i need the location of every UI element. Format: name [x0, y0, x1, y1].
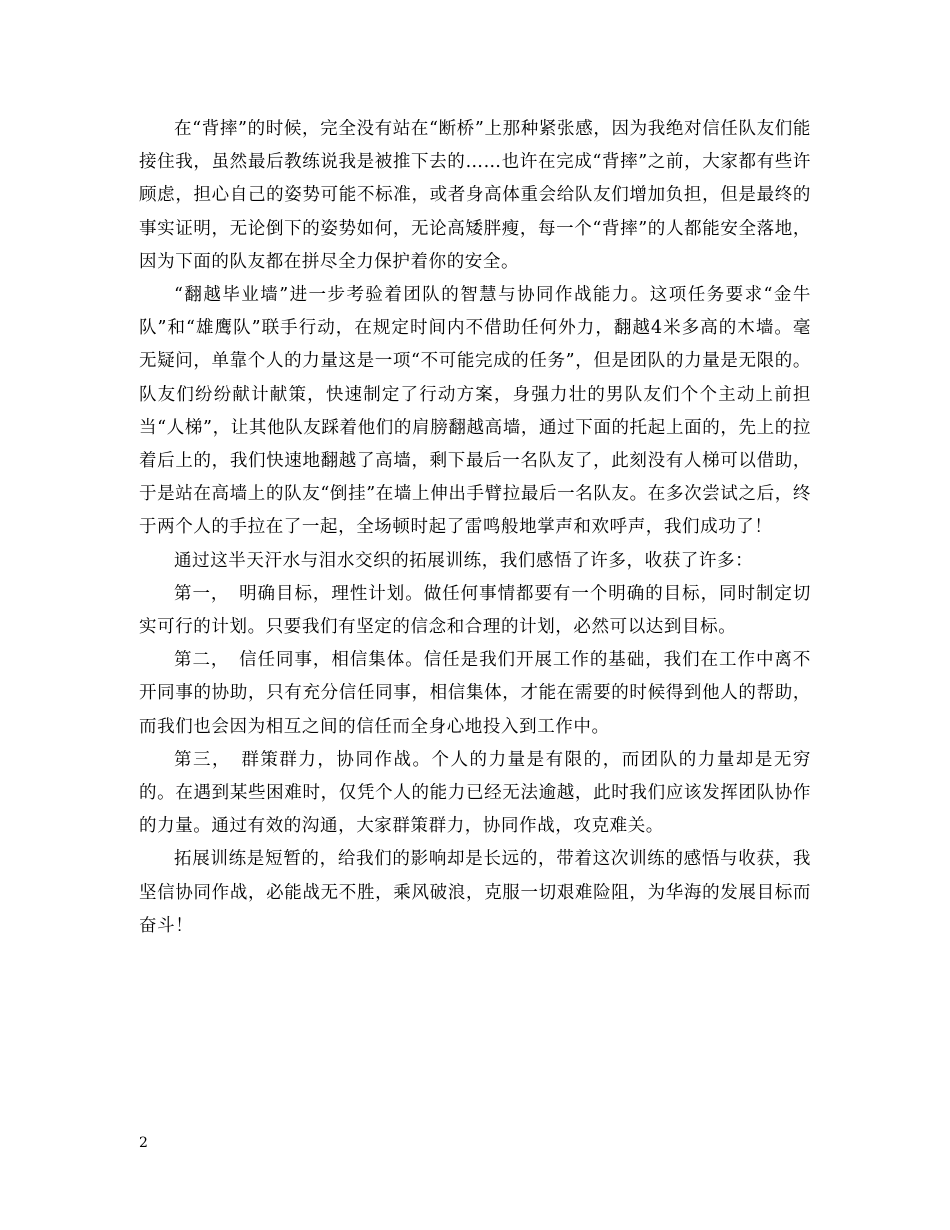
paragraph-back-fall: 在“背摔”的时候，完全没有站在“断桥”上那种紧张感，因为我绝对信任队友们能接住我，虽然最后教练说我是被推下去的……也许在完成“背摔”之前，大家都有些许顾虑，担心自己的姿势可能不标准，或者身高体重会给队友们增加负担，但是最终的事实证明，无论倒下的姿势如何，无论高矮胖瘦，每一个“背摔”的人都能安全落地，因为下面的队友都在拼尽全力保护着你的安全。: [139, 119, 811, 272]
document-body: [139, 113, 811, 943]
paragraph-point-one: 第一， 明确目标，理性计划。做任何事情都要有一个明确的目标，同时制定切实可行的计划。只要我们有坚定的信念和合理的计划，必然可以达到目标。: [139, 583, 811, 638]
paragraph-summary-intro: 通过这半天汗水与泪水交织的拓展训练，我们感悟了许多，收获了许多：: [174, 550, 754, 571]
paragraph-point-two: 第二， 信任同事，相信集体。信任是我们开展工作的基础，我们在工作中离不开同事的协助，只有充分信任同事，相信集体，才能在需要的时候得到他人的帮助，而我们也会因为相互之间的信任而全身心地投入到工作中。: [139, 650, 811, 737]
paragraph-graduation-wall: “翻越毕业墙”进一步考验着团队的智慧与协同作战能力。这项任务要求“金牛队”和“雄鹰队”联手行动，在规定时间内不借助任何外力，翻越4米多高的木墙。毫无疑问，单靠个人的力量这是一项“不可能完成的任务”，但是团队的力量是无限的。队友们纷纷献计献策，快速制定了行动方案，身强力壮的男队友们个个主动上前担当“人梯”，让其他队友踩着他们的肩膀翻越高墙，通过下面的托起上面的，先上的拉着后上的，我们快速地翻越了高墙，剩下最后一名队友了，此刻没有人梯可以借助，于是站在高墙上的队友“倒挂”在墙上伸出手臂拉最后一名队友。在多次尝试之后，终于两个人的手拉在了一起，全场顿时起了雷鸣般地掌声和欢呼声，我们成功了！: [139, 285, 811, 538]
paragraph-conclusion: 拓展训练是短暂的，给我们的影响却是长远的，带着这次训练的感悟与收获，我坚信协同作战，必能战无不胜，乘风破浪，克服一切艰难险阻，为华海的发展目标而奋斗！: [139, 849, 811, 936]
paragraph-point-three: 第三， 群策群力，协同作战。个人的力量是有限的，而团队的力量却是无穷的。在遇到某些困难时，仅凭个人的能力已经无法逾越，此时我们应该发挥团队协作的力量。通过有效的沟通，大家群策群力，协同作战，攻克难关。: [139, 749, 811, 837]
page-number: 2: [139, 1135, 148, 1151]
